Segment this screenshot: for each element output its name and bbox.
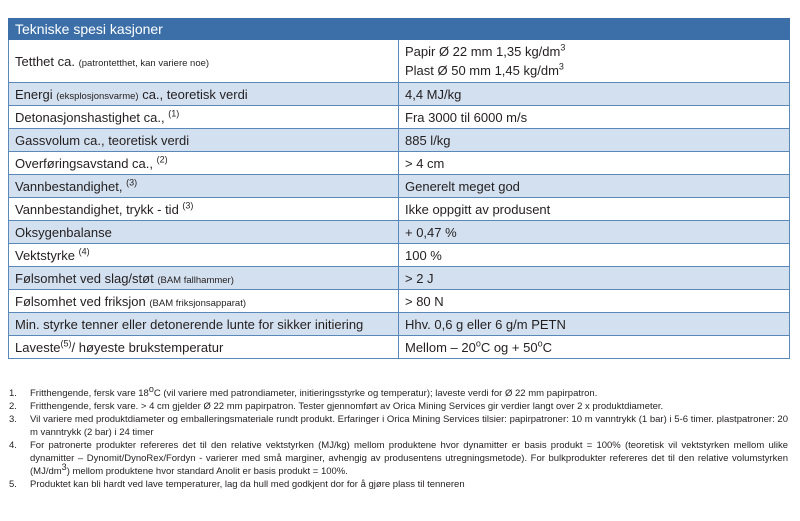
row-label: Oksygenbalanse: [9, 221, 399, 244]
table-row: [9, 175, 790, 198]
row-value: Ikke oppgitt av produsent: [399, 198, 790, 221]
row-value: > 4 cm: [399, 152, 790, 175]
label-note: (BAM fallhammer): [157, 274, 234, 286]
row-label: [9, 267, 399, 290]
label-text: Energi: [15, 86, 53, 102]
footnote: [8, 400, 788, 413]
degree-sup: o: [537, 338, 543, 349]
footnote-ref: (3): [182, 200, 194, 211]
label-note: (eksplosjonsvarme): [56, 90, 139, 102]
row-value: Fra 3000 til 6000 m/s: [399, 106, 790, 129]
label-text: Vektstyrke: [15, 247, 75, 263]
footnote-ref: (5): [60, 338, 72, 349]
label-text: Detonasjonshastighet ca.,: [15, 109, 165, 125]
label-text: Overføringsavstand ca.,: [15, 155, 153, 171]
row-value: Generelt meget god: [399, 175, 790, 198]
label-text-rest: ca., teoretisk verdi: [142, 86, 248, 102]
table-title: Tekniske spesi kasjoner: [9, 19, 790, 40]
row-label: Min. styrke tenner eller detonerende lunte for sikker initiering: [9, 313, 399, 336]
footnote-number: 3.: [9, 414, 17, 425]
footnote: [8, 383, 788, 400]
table-row: [9, 336, 790, 359]
value-line-plastic: [405, 61, 783, 80]
footnote-number: 1.: [9, 388, 17, 399]
footnote-text: Produktet kan bli hardt ved lave temperaturer, lag da hull med godkjent dor for å gjøre plass til tenneren: [30, 479, 465, 490]
footnote-ref: (4): [78, 246, 90, 257]
row-value: Hhv. 0,6 g eller 6 g/m PETN: [399, 313, 790, 336]
row-value: 4,4 MJ/kg: [399, 83, 790, 106]
table-row: [9, 267, 790, 290]
label-note: (patrontetthet, kan variere noe): [78, 57, 210, 69]
footnote: [8, 439, 788, 478]
footnote-number: 5.: [9, 479, 17, 490]
footnote: [8, 413, 788, 439]
degree-sup: o: [148, 383, 154, 394]
footnote-text-rest: C (vil variere med patrondiameter, initieringsstyrke og temperatur); laveste verdi for Ø 22 mm papirpatron.: [153, 388, 598, 399]
footnote-ref: (3): [126, 177, 138, 188]
row-label: [9, 336, 399, 359]
row-label: [9, 175, 399, 198]
value-sup: 3: [558, 61, 564, 72]
row-value: [399, 336, 790, 359]
row-label: Gassvolum ca., teoretisk verdi: [9, 129, 399, 152]
table-row: [9, 290, 790, 313]
value-text: C og + 50: [480, 339, 538, 355]
table-row: [9, 244, 790, 267]
row-label: [9, 106, 399, 129]
row-label: [9, 244, 399, 267]
label-text-rest: / høyeste brukstemperatur: [71, 339, 224, 355]
footnotes: [8, 383, 788, 491]
row-value: > 2 J: [399, 267, 790, 290]
row-label: [9, 198, 399, 221]
label-text: Vannbestandighet,: [15, 178, 123, 194]
row-label: [9, 40, 399, 83]
footnote-text: For patronerte produkter refereres det til den relative vektstyrken (MJ/kg) mellom produktene hvor dynamitter er basis produkt = 100% (teoretisk vil vektstyrken mellom ulike dynamitter – Dynomit/DynoRex/Fordyn - varierer med små marginer, avhengig av produsentens utregningsmetode). For bulkprodukter refereres det til den relative volumstyrken (MJ/dm: [30, 440, 788, 477]
label-text: Følsomhet ved friksjon: [15, 293, 146, 309]
table-row: [9, 40, 790, 83]
footnote-ref: (1): [168, 108, 180, 119]
footnote-text-rest: ) mellom produktene hvor standard Anolit er basis produkt = 100%.: [66, 466, 348, 477]
degree-sup: o: [475, 338, 481, 349]
spec-table: [8, 18, 790, 359]
label-text: Laveste: [15, 339, 61, 355]
row-value: > 80 N: [399, 290, 790, 313]
footnote-ref: (2): [156, 154, 168, 165]
table-header-row: [9, 19, 790, 40]
footnote-sup: 3: [61, 461, 67, 472]
table-row: [9, 83, 790, 106]
value-text: C: [542, 339, 552, 355]
footnote-number: 2.: [9, 401, 17, 412]
row-value: 100 %: [399, 244, 790, 267]
label-text: Vannbestandighet, trykk - tid: [15, 201, 179, 217]
footnote-number: 4.: [9, 440, 17, 451]
table-row: [9, 198, 790, 221]
value-sup: 3: [560, 42, 566, 53]
value-text: Mellom – 20: [405, 339, 476, 355]
label-note: (BAM friksjonsapparat): [149, 297, 247, 309]
table-row: [9, 106, 790, 129]
footnote-text: Fritthengende, fersk vare. > 4 cm gjelder Ø 22 mm papirpatron. Tester gjennomført av Orica Mining Services gir verdier langt over 2 x produktdiameter.: [30, 401, 664, 412]
row-label: [9, 290, 399, 313]
footnote-text: Fritthengende, fersk vare 18: [30, 388, 149, 399]
row-label: [9, 152, 399, 175]
label-text: Følsomhet ved slag/støt: [15, 270, 154, 286]
table-row: [9, 221, 790, 244]
table-row: [9, 152, 790, 175]
row-value: [399, 40, 790, 83]
table-row: [9, 129, 790, 152]
footnote-text: Vil variere med produktdiameter og emballeringsmateriale rundt produkt. Erfaringer i Orica Mining Services tilsier: papirpatroner: 10 m vanntrykk (1 bar) i 5-6 timer. plastpatroner: 20 m vanntrykk (2 bar) i 24 timer: [30, 414, 788, 438]
row-value: + 0,47 %: [399, 221, 790, 244]
value-line-paper: [405, 42, 783, 61]
value-text: Plast Ø 50 mm 1,45 kg/dm: [405, 63, 559, 78]
table-row: [9, 313, 790, 336]
row-label: [9, 83, 399, 106]
label-text: Tetthet ca.: [15, 53, 75, 69]
value-text: Papir Ø 22 mm 1,35 kg/dm: [405, 44, 561, 59]
footnote: [8, 478, 788, 491]
row-value: 885 l/kg: [399, 129, 790, 152]
